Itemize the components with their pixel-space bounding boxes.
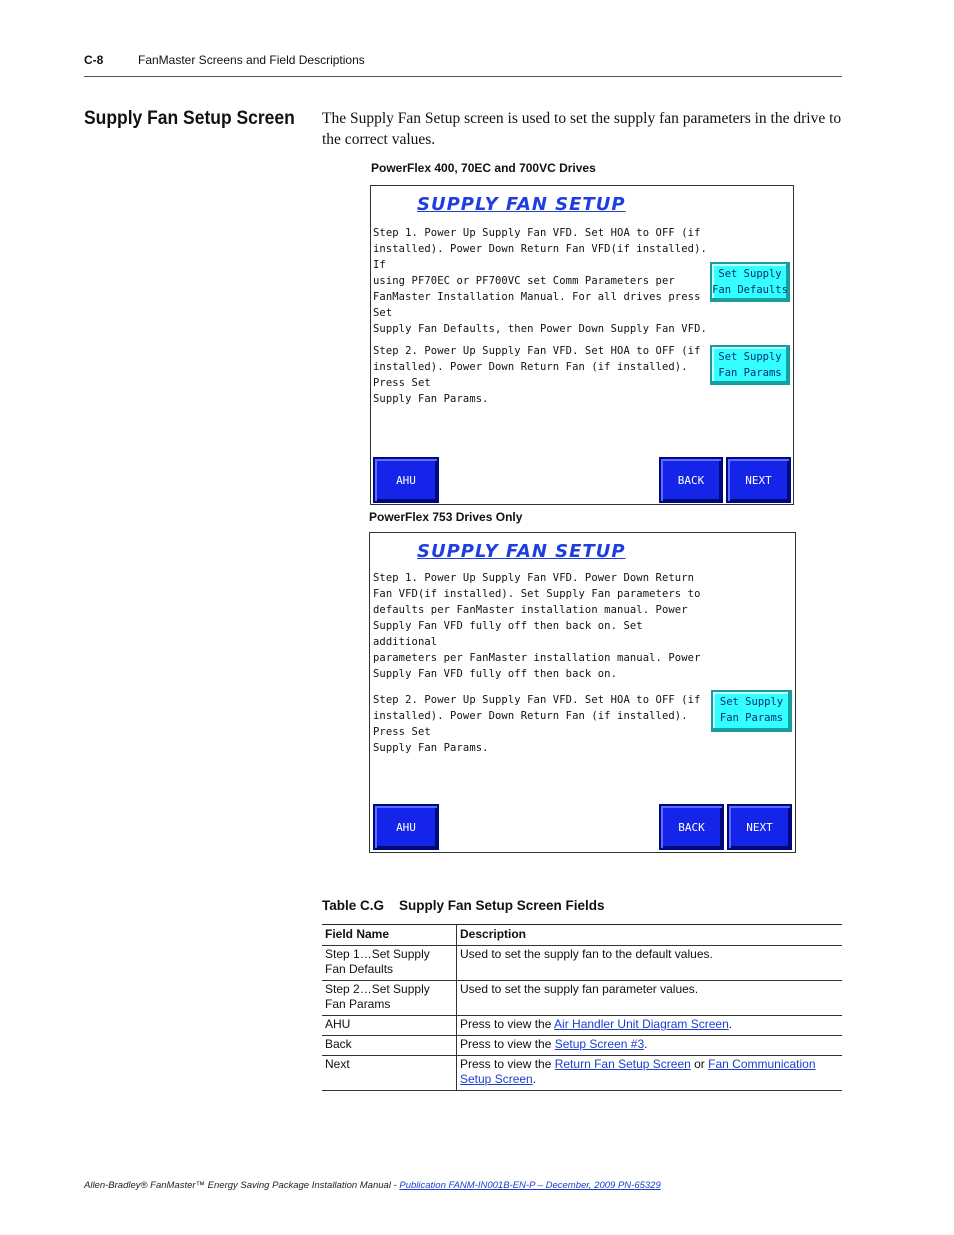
screen1-caption: PowerFlex 400, 70EC and 700VC Drives [371, 161, 596, 175]
ahu-button[interactable]: AHU [373, 457, 439, 503]
publication-link[interactable]: Publication FANM-IN001B-EN-P – December, 2009 PN-65329 [399, 1180, 661, 1191]
desc-mid: or [690, 1057, 709, 1071]
col-description: Description [457, 925, 843, 946]
intro-paragraph: The Supply Fan Setup screen is used to set the supply fan parameters in the drive to the correct values. [322, 110, 842, 148]
desc-prefix: Press to view the [460, 1017, 555, 1031]
screen2-step1-text: Step 1. Power Up Supply Fan VFD. Power Down Return Fan VFD(if installed). Set Supply Fan parameters to defaults per FanMaster installation manual. Power Supply Fan VFD fully off then back on. Set additional parameters per FanMaster installation manual. Power Supply Fan VFD fully off then back on. [373, 572, 701, 680]
desc-prefix: Press to view the [460, 1057, 555, 1071]
running-header-title: FanMaster Screens and Field Descriptions [138, 53, 365, 67]
screen2-title: SUPPLY FAN SETUP [417, 541, 626, 562]
screen1-step1-text: Step 1. Power Up Supply Fan VFD. Set HOA to OFF (if installed). Power Down Return Fan VFD(if installed). If using PF70EC or PF700VC set Comm Parameters per FanMaster Installation Manual. For all drives press Set Supply Fan Defaults, then Power Down Supply Fan VFD. [373, 227, 707, 335]
field-name-cell: Step 1…Set Supply Fan Defaults [322, 946, 457, 981]
set-supply-fan-params-button[interactable]: Set Supply Fan Params [711, 690, 792, 732]
ahu-button[interactable]: AHU [373, 804, 439, 850]
table-header-row [322, 925, 842, 946]
screen1-title: SUPPLY FAN SETUP [417, 194, 626, 215]
next-button[interactable]: NEXT [726, 457, 791, 503]
col-field-name: Field Name [322, 925, 457, 946]
section-heading: Supply Fan Setup Screen [84, 108, 295, 129]
desc-suffix: . [644, 1037, 648, 1051]
setup-screen-3-link[interactable]: Setup Screen #3 [554, 1037, 645, 1051]
table-row [322, 1036, 842, 1056]
return-fan-setup-link[interactable]: Return Fan Setup Screen [554, 1057, 691, 1071]
screen1-step2-text: Step 2. Power Up Supply Fan VFD. Set HOA to OFF (if installed). Power Down Return Fan (if installed). Press Set Supply Fan Params. [373, 345, 701, 405]
page-code: C-8 [84, 53, 104, 67]
description-cell [457, 1016, 843, 1036]
description-cell: Used to set the supply fan parameter values. [457, 981, 843, 1016]
air-handler-unit-diagram-link[interactable]: Air Handler Unit Diagram Screen [554, 1017, 729, 1031]
table-row [322, 1056, 842, 1091]
table-caption: Table C.G Supply Fan Setup Screen Fields [322, 898, 605, 913]
page-footer [84, 1180, 661, 1191]
table-row [322, 981, 842, 1016]
field-name-cell: Back [322, 1036, 457, 1056]
screen2-step2-text: Step 2. Power Up Supply Fan VFD. Set HOA to OFF (if installed). Power Down Return Fan (if installed). Press Set Supply Fan Params. [373, 694, 701, 754]
field-name-cell: Next [322, 1056, 457, 1091]
table-row [322, 946, 842, 981]
desc-suffix: . [532, 1072, 537, 1086]
table-row [322, 1016, 842, 1036]
footer-text: Allen-Bradley® FanMaster™ Energy Saving Package Installation Manual - [84, 1180, 400, 1191]
desc-prefix: Press to view the [460, 1037, 555, 1051]
next-button[interactable]: NEXT [727, 804, 792, 850]
fan-communication-setup-link[interactable]: Fan Communication Setup Screen [460, 1057, 816, 1086]
description-cell [457, 1036, 843, 1056]
field-name-cell: AHU [322, 1016, 457, 1036]
screen2-hmi [369, 532, 796, 853]
screen1-hmi [370, 185, 794, 505]
back-button[interactable]: BACK [659, 457, 723, 503]
set-supply-fan-defaults-button[interactable]: Set Supply Fan Defaults [710, 262, 790, 302]
header-rule [84, 76, 842, 77]
field-name-cell: Step 2…Set Supply Fan Params [322, 981, 457, 1016]
description-cell: Used to set the supply fan to the default values. [457, 946, 843, 981]
set-supply-fan-params-button[interactable]: Set Supply Fan Params [710, 345, 790, 385]
desc-suffix: . [728, 1017, 733, 1031]
back-button[interactable]: BACK [659, 804, 724, 850]
screen2-caption: PowerFlex 753 Drives Only [369, 510, 523, 524]
fields-table [322, 924, 842, 1091]
description-cell [457, 1056, 843, 1091]
